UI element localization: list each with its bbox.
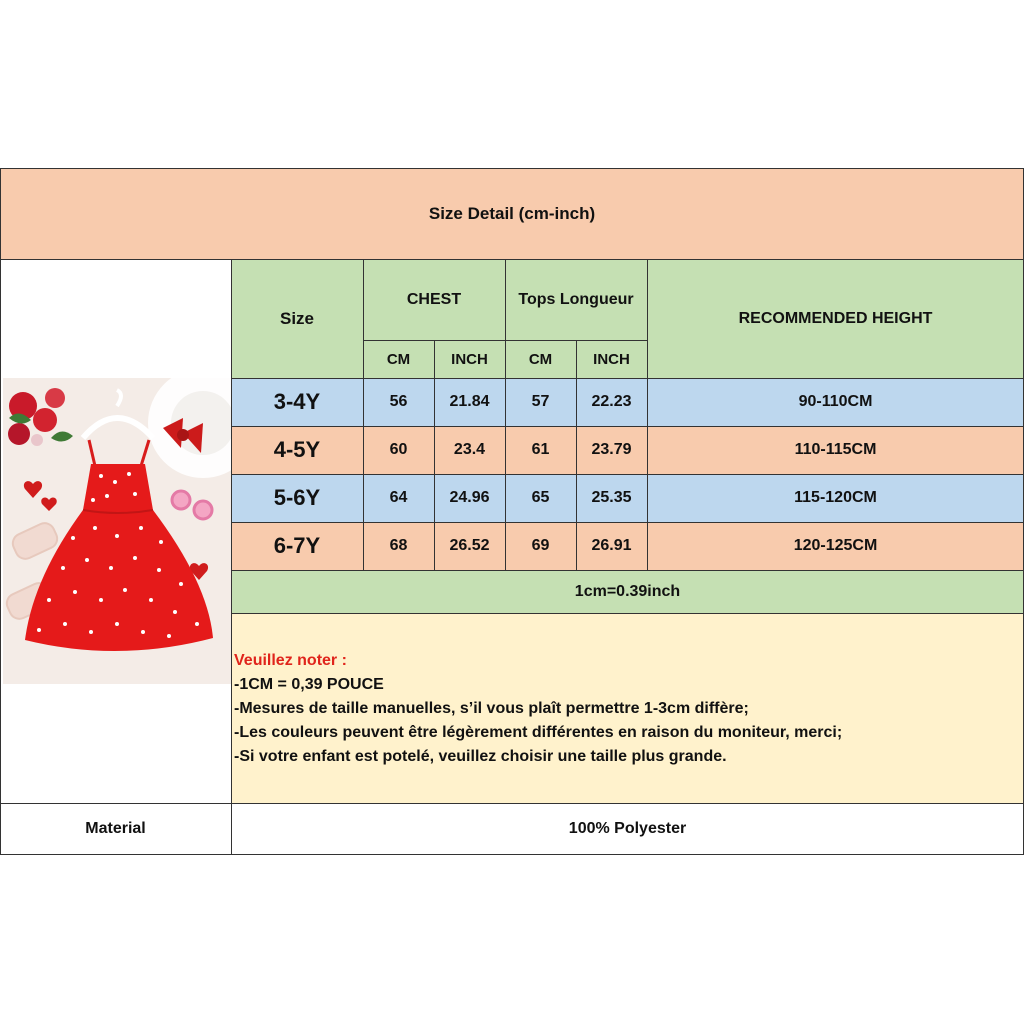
header-recommended-height: RECOMMENDED HEIGHT xyxy=(647,259,1024,378)
row-tops-inch: 23.79 xyxy=(576,426,647,474)
header-tops-inch: INCH xyxy=(576,340,647,378)
note-line: -1CM = 0,39 POUCE xyxy=(234,676,384,693)
header-chest-inch: INCH xyxy=(434,340,505,378)
row-tops-cm: 65 xyxy=(505,474,576,522)
grid-line xyxy=(231,474,1024,475)
row-size: 3-4Y xyxy=(231,378,363,426)
row-chest-inch: 21.84 xyxy=(434,378,505,426)
material-label: Material xyxy=(0,803,231,854)
row-chest-inch: 23.4 xyxy=(434,426,505,474)
grid-line xyxy=(231,259,232,855)
row-tops-cm: 69 xyxy=(505,522,576,570)
size-detail-title: Size Detail (cm-inch) xyxy=(0,168,1024,259)
row-tops-inch: 26.91 xyxy=(576,522,647,570)
row-height: 90-110CM xyxy=(647,378,1024,426)
grid-line xyxy=(231,522,1024,523)
grid-line xyxy=(0,854,1024,855)
row-size: 5-6Y xyxy=(231,474,363,522)
row-chest-cm: 60 xyxy=(363,426,434,474)
row-chest-cm: 56 xyxy=(363,378,434,426)
grid-line xyxy=(0,168,1024,169)
note-line: -Si votre enfant est potelé, veuillez choisir une taille plus grande. xyxy=(234,748,727,765)
material-value: 100% Polyester xyxy=(231,803,1024,854)
grid-line xyxy=(0,803,1024,804)
grid-line xyxy=(363,259,364,570)
row-height: 115-120CM xyxy=(647,474,1024,522)
row-tops-cm: 61 xyxy=(505,426,576,474)
conversion-note: 1cm=0.39inch xyxy=(231,570,1024,613)
header-size: Size xyxy=(231,259,363,378)
grid-line xyxy=(434,340,435,570)
row-tops-inch: 22.23 xyxy=(576,378,647,426)
row-tops-cm: 57 xyxy=(505,378,576,426)
row-chest-inch: 26.52 xyxy=(434,522,505,570)
header-tops-length: Tops Longueur xyxy=(505,259,647,340)
row-height: 120-125CM xyxy=(647,522,1024,570)
grid-line xyxy=(0,259,1024,260)
notes-text xyxy=(234,649,1014,769)
grid-line xyxy=(576,340,577,570)
row-chest-cm: 68 xyxy=(363,522,434,570)
grid-line xyxy=(647,259,648,570)
row-chest-inch: 24.96 xyxy=(434,474,505,522)
header-chest-cm: CM xyxy=(363,340,434,378)
row-chest-cm: 64 xyxy=(363,474,434,522)
header-chest: CHEST xyxy=(363,259,505,340)
grid-line xyxy=(505,259,506,570)
note-line: -Les couleurs peuvent être légèrement différentes en raison du moniteur, merci; xyxy=(234,724,843,741)
note-line: -Mesures de taille manuelles, s’il vous plaît permettre 1-3cm diffère; xyxy=(234,700,749,717)
grid-line xyxy=(231,378,1024,379)
header-tops-cm: CM xyxy=(505,340,576,378)
row-tops-inch: 25.35 xyxy=(576,474,647,522)
row-size: 6-7Y xyxy=(231,522,363,570)
grid-line xyxy=(231,426,1024,427)
product-image xyxy=(3,378,231,684)
row-size: 4-5Y xyxy=(231,426,363,474)
grid-line xyxy=(0,168,1,855)
grid-line xyxy=(231,613,1024,614)
row-height: 110-115CM xyxy=(647,426,1024,474)
grid-line xyxy=(231,570,1024,571)
notes-title: Veuillez noter : xyxy=(234,652,347,669)
red-heart-print-dress-icon xyxy=(3,378,231,684)
